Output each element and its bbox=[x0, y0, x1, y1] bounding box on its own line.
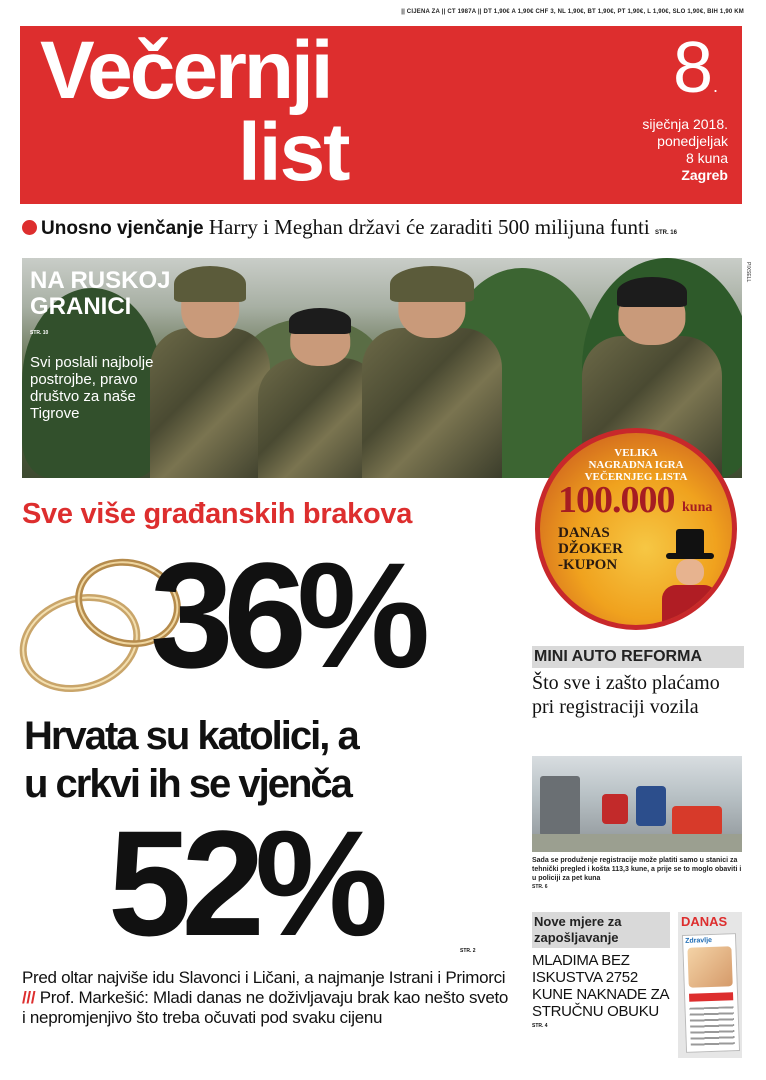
prize-unit: kuna bbox=[682, 500, 713, 515]
jobs-kicker-line2: zapošljavanje bbox=[534, 930, 619, 945]
badge-cta-line3: -KUPON bbox=[558, 557, 618, 573]
badge-line2: NAGRADNA IGRA bbox=[588, 459, 684, 471]
hero-text: Svi poslali najbolje postrojbe, pravo društvo za naše Tigrove bbox=[30, 354, 154, 422]
main-kicker-headline[interactable]: Sve više građanskih brakova bbox=[22, 498, 413, 530]
deck-part-b: Prof. Markešić: Mladi danas ne doživljavaju brak kao nešto sveto i nepromjenjivo što treba očuvati pod svaku cijenu bbox=[22, 988, 509, 1027]
side-caption-text: Sada se produženje registracije može platiti samo u stanici za tehnički pregled i košta 113,3 kune, a prije se to moglo obaviti i u policiji za pet kuna bbox=[532, 857, 742, 882]
issue-date-info bbox=[642, 116, 728, 184]
main-headline[interactable] bbox=[24, 712, 358, 808]
badge-header bbox=[540, 447, 732, 483]
hero-page: STR. 10 bbox=[30, 330, 49, 336]
mascot-illustration bbox=[658, 529, 722, 625]
issue-date-month: siječnja 2018. bbox=[642, 116, 728, 132]
masthead-title-line2: list bbox=[238, 107, 349, 198]
hero-title-line1: NA RUSKOJ bbox=[30, 267, 171, 294]
side-headline: Što sve i zašto plaćamo pri registraciji vozila bbox=[532, 672, 720, 718]
teaser-bar[interactable] bbox=[22, 214, 744, 240]
side-caption bbox=[532, 856, 744, 892]
inspection-station-photo[interactable] bbox=[532, 756, 742, 852]
main-headline-line1: Hrvata su katolici, a bbox=[24, 714, 358, 758]
jobs-headline: MLADIMA BEZ ISKUSTVA 2752 KUNE NAKNADE ZA STRUČNU OBUKU bbox=[532, 952, 669, 1020]
hero-title bbox=[30, 268, 170, 320]
main-page: STR. 2 bbox=[460, 948, 476, 954]
jobs-kicker-line1: Nove mjere za bbox=[534, 914, 622, 929]
badge-cta-line2: DŽOKER bbox=[558, 541, 624, 557]
main-deck bbox=[22, 968, 512, 1028]
badge-cta-line1: DANAS bbox=[558, 525, 610, 541]
danas-supplement[interactable] bbox=[678, 912, 742, 1058]
issue-city: Zagreb bbox=[681, 167, 728, 183]
teaser-kicker: Unosno vjenčanje bbox=[41, 218, 204, 239]
issue-day-number: 8 bbox=[672, 28, 713, 108]
statistic-church-weddings: 52% bbox=[108, 799, 379, 967]
prize-amount: 100.000 bbox=[558, 479, 675, 521]
bullet-icon bbox=[22, 220, 37, 235]
statistic-catholics: 36% bbox=[150, 531, 421, 699]
jobs-story[interactable] bbox=[532, 912, 670, 1029]
issue-weekday: ponedjeljak bbox=[657, 133, 728, 149]
jobs-page: STR. 4 bbox=[532, 1023, 548, 1029]
side-story[interactable] bbox=[532, 646, 744, 719]
badge-cta bbox=[558, 525, 623, 573]
side-caption-page: STR. 6 bbox=[532, 884, 548, 890]
issue-day bbox=[672, 28, 718, 108]
price-strip: || CIJENA ZA || CT 1987A || DT 1,90€ A 1,90€ CHF 3, NL 1,90€, BT 1,90€, PT 1,90€, L 1,90€, SLO 1,90€, BIH 1,90 KM bbox=[401, 9, 744, 15]
deck-separator: /// bbox=[22, 988, 36, 1007]
prize-game-badge[interactable] bbox=[535, 428, 737, 630]
side-kicker: MINI AUTO REFORMA bbox=[532, 646, 744, 668]
hero-title-line2: GRANICI bbox=[30, 293, 132, 320]
soldier-figure bbox=[362, 278, 502, 478]
badge-line1: VELIKA bbox=[614, 447, 658, 459]
masthead-title-line1: Večernji bbox=[40, 25, 331, 116]
teaser-page: STR. 16 bbox=[654, 230, 677, 236]
issue-day-dot: . bbox=[712, 76, 718, 96]
magazine-name: Zdravlje bbox=[685, 936, 713, 945]
photo-credit: PIXSELL bbox=[745, 262, 751, 283]
issue-price: 8 kuna bbox=[685, 150, 728, 166]
main-headline-line2: u crkvi ih se vjenča bbox=[24, 762, 351, 806]
deck-part-a: Pred oltar najviše idu Slavonci i Ličani, a najmanje Istrani i Primorci bbox=[22, 968, 506, 987]
danas-title: DANAS bbox=[681, 914, 728, 929]
masthead bbox=[20, 26, 742, 204]
jobs-kicker bbox=[532, 912, 670, 948]
magazine-cover bbox=[682, 933, 740, 1053]
teaser-text: Harry i Meghan državi će zaraditi 500 milijuna funti bbox=[208, 215, 650, 239]
badge-line3: VEČERNJEG LISTA bbox=[584, 471, 688, 483]
